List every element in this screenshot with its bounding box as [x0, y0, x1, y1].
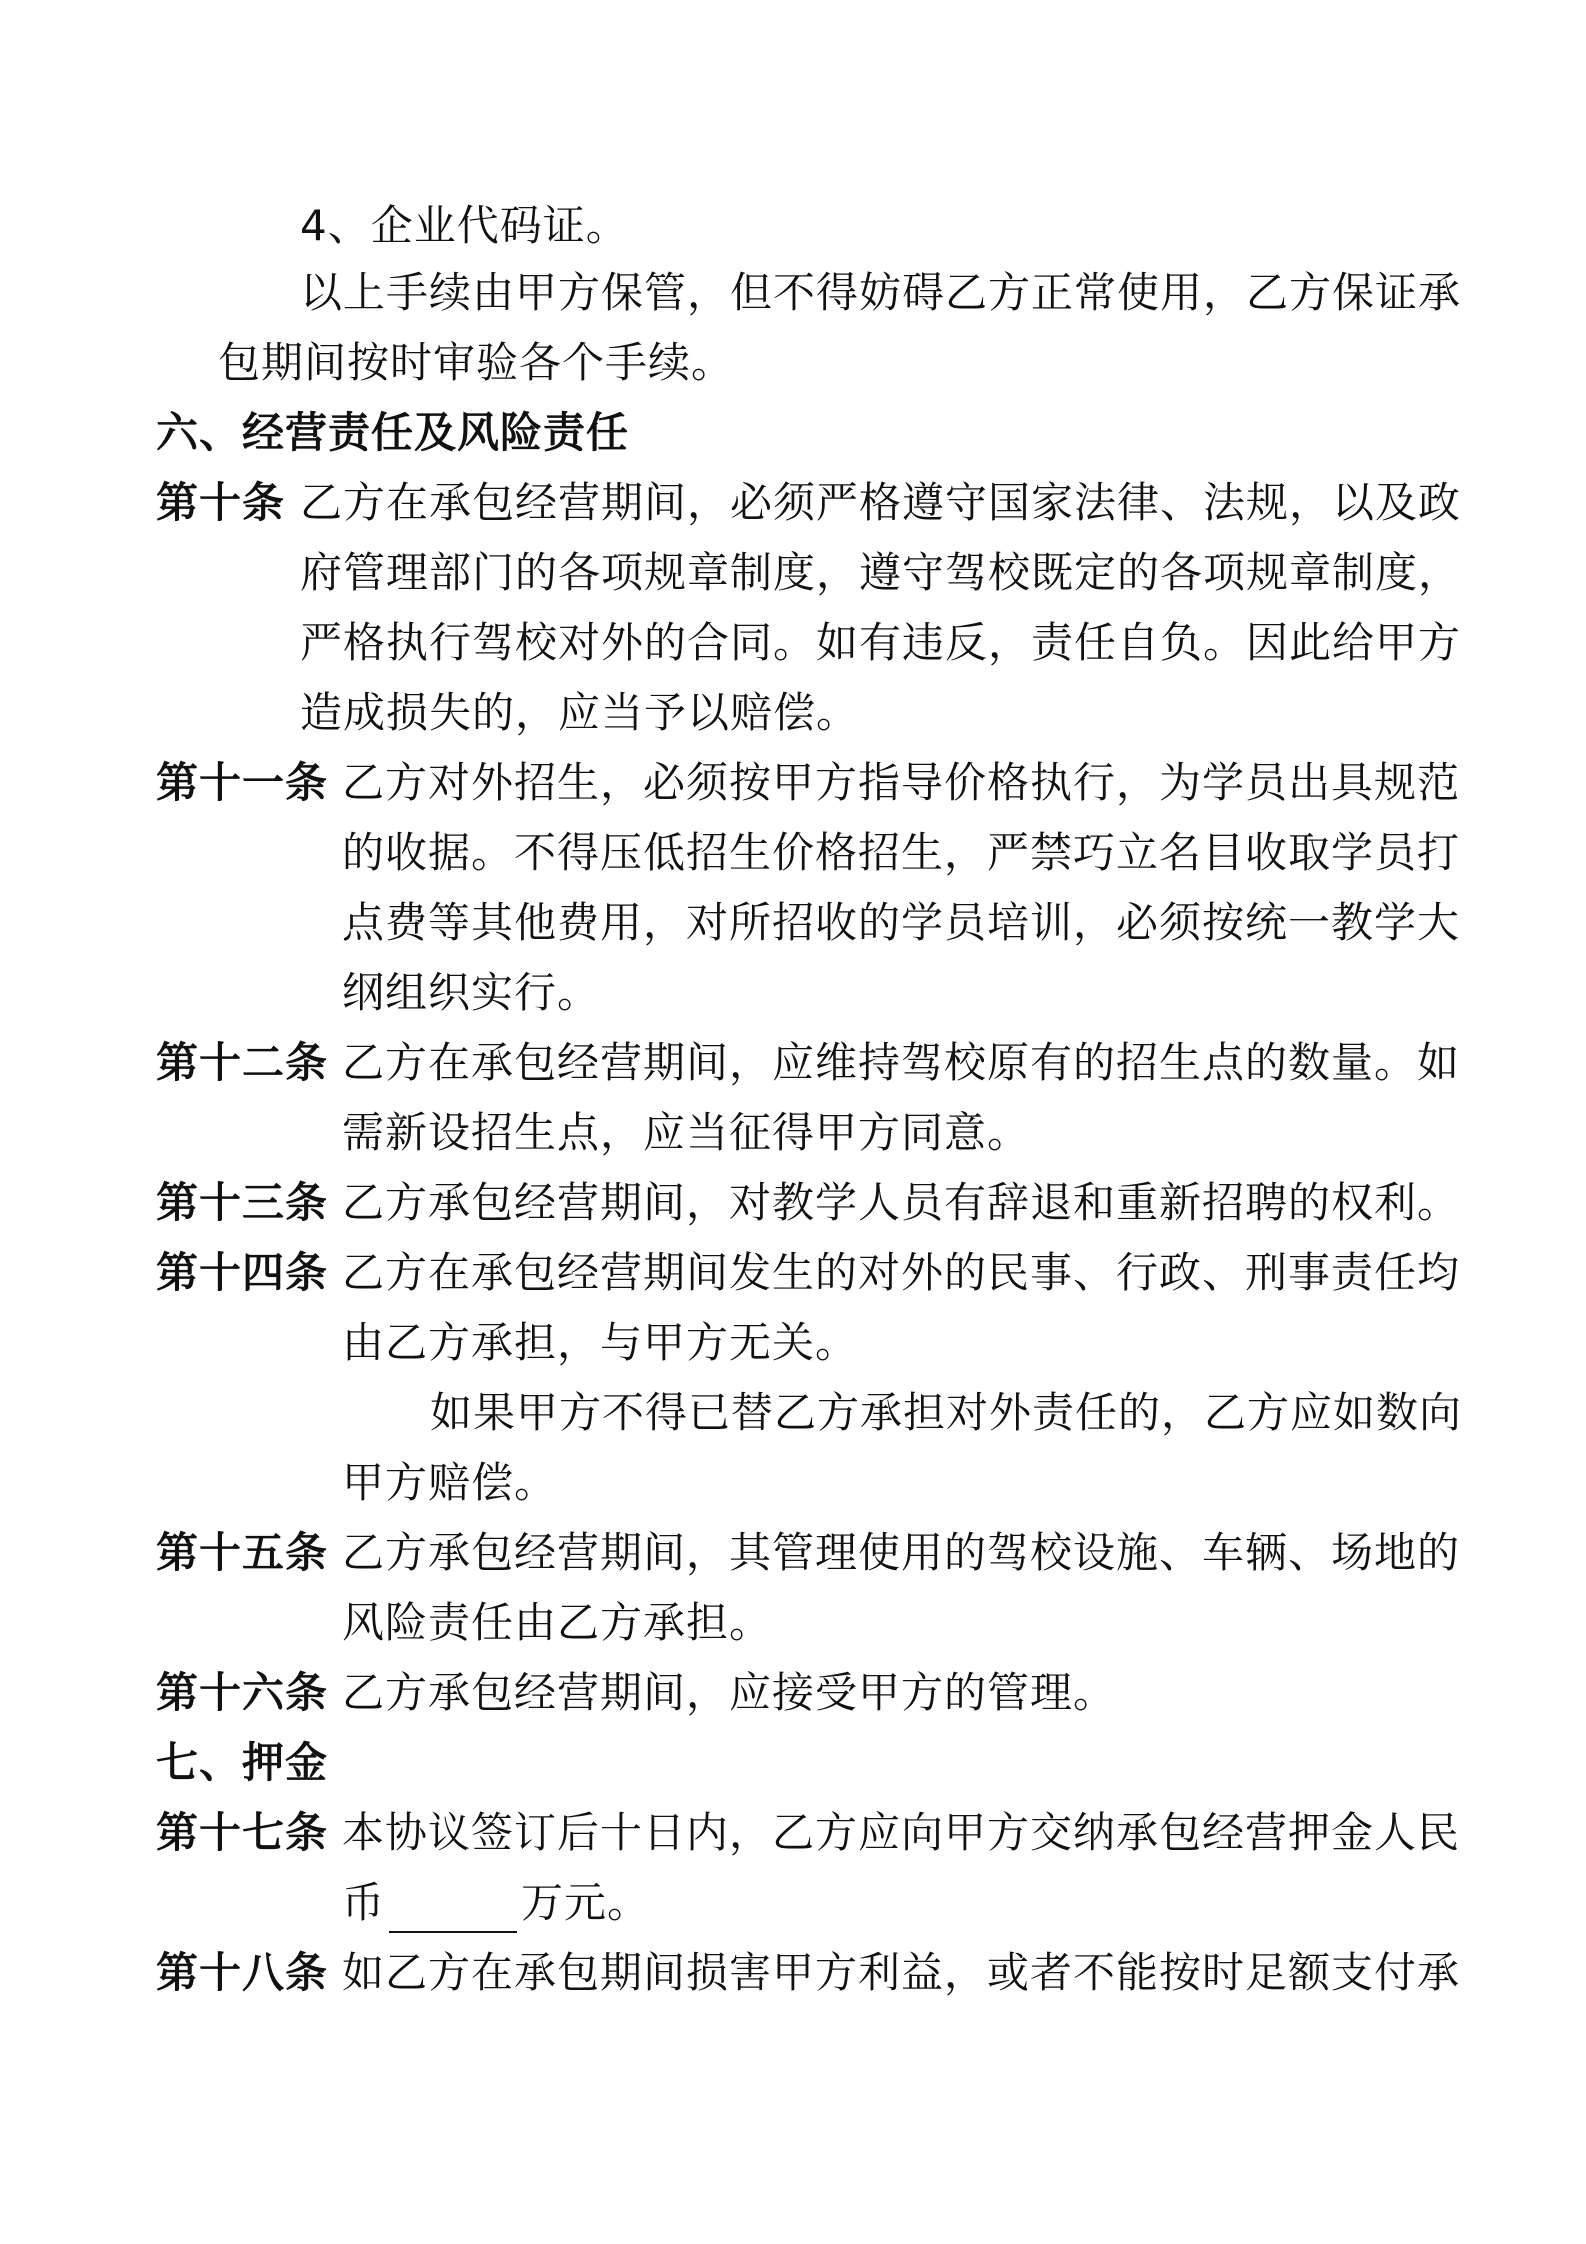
article-17-line-1: 本协议签订后十日内，乙方应向甲方交纳承包经营押金人民	[342, 1808, 1461, 1857]
article-14-extra-line-2: 甲方赔偿。	[342, 1458, 558, 1507]
article-13-line-1: 乙方承包经营期间，对教学人员有辞退和重新招聘的权利。	[342, 1178, 1461, 1227]
article-17-label: 第十七条	[156, 1808, 329, 1857]
article-14-line-2: 由乙方承担，与甲方无关。	[342, 1318, 859, 1367]
article-18-label: 第十八条	[156, 1948, 329, 1997]
article-17-unit-suffix: 万元。	[521, 1878, 651, 1927]
list-item-4: 4、企业代码证。	[300, 201, 629, 250]
article-11-label: 第十一条	[156, 758, 329, 807]
custody-paragraph-line-1: 以上手续由甲方保管，但不得妨碍乙方正常使用，乙方保证承	[300, 268, 1462, 317]
deposit-amount-blank	[389, 1887, 517, 1933]
article-18-line-1: 如乙方在承包期间损害甲方利益，或者不能按时足额支付承	[342, 1948, 1461, 1997]
article-15-line-2: 风险责任由乙方承担。	[342, 1598, 773, 1647]
article-14-line-1: 乙方在承包经营期间发生的对外的民事、行政、刑事责任均	[342, 1248, 1461, 1297]
article-12-line-2: 需新设招生点，应当征得甲方同意。	[342, 1108, 1031, 1157]
section-7-heading: 七、押金	[156, 1738, 329, 1787]
article-12-label: 第十二条	[156, 1038, 329, 1087]
article-11-line-4: 纲组织实行。	[342, 968, 601, 1017]
custody-paragraph-line-2: 包期间按时审验各个手续。	[218, 338, 735, 387]
article-16-line-1: 乙方承包经营期间，应接受甲方的管理。	[342, 1668, 1117, 1717]
article-11-line-1: 乙方对外招生，必须按甲方指导价格执行，为学员出具规范	[342, 758, 1461, 807]
article-10-line-1: 乙方在承包经营期间，必须严格遵守国家法律、法规，以及政	[300, 478, 1462, 527]
article-17-currency-prefix: 币	[342, 1878, 386, 1927]
article-11-line-3: 点费等其他费用，对所招收的学员培训，必须按统一教学大	[342, 898, 1461, 947]
article-13-label: 第十三条	[156, 1178, 329, 1227]
article-15-label: 第十五条	[156, 1528, 329, 1577]
article-17-line-2	[342, 1873, 650, 1933]
article-16-label: 第十六条	[156, 1668, 329, 1717]
article-10-line-3: 严格执行驾校对外的合同。如有违反，责任自负。因此给甲方	[300, 618, 1462, 667]
article-12-line-1: 乙方在承包经营期间，应维持驾校原有的招生点的数量。如	[342, 1038, 1461, 1087]
section-6-heading: 六、经营责任及风险责任	[156, 408, 630, 457]
article-14-extra-line-1: 如果甲方不得已替乙方承担对外责任的，乙方应如数向	[430, 1388, 1463, 1437]
article-10-line-4: 造成损失的，应当予以赔偿。	[300, 688, 860, 737]
article-10-label: 第十条	[156, 478, 286, 527]
article-15-line-1: 乙方承包经营期间，其管理使用的驾校设施、车辆、场地的	[342, 1528, 1461, 1577]
article-14-label: 第十四条	[156, 1248, 329, 1297]
article-11-line-2: 的收据。不得压低招生价格招生，严禁巧立名目收取学员打	[342, 828, 1461, 877]
article-10-line-2: 府管理部门的各项规章制度，遵守驾校既定的各项规章制度，	[300, 548, 1462, 597]
